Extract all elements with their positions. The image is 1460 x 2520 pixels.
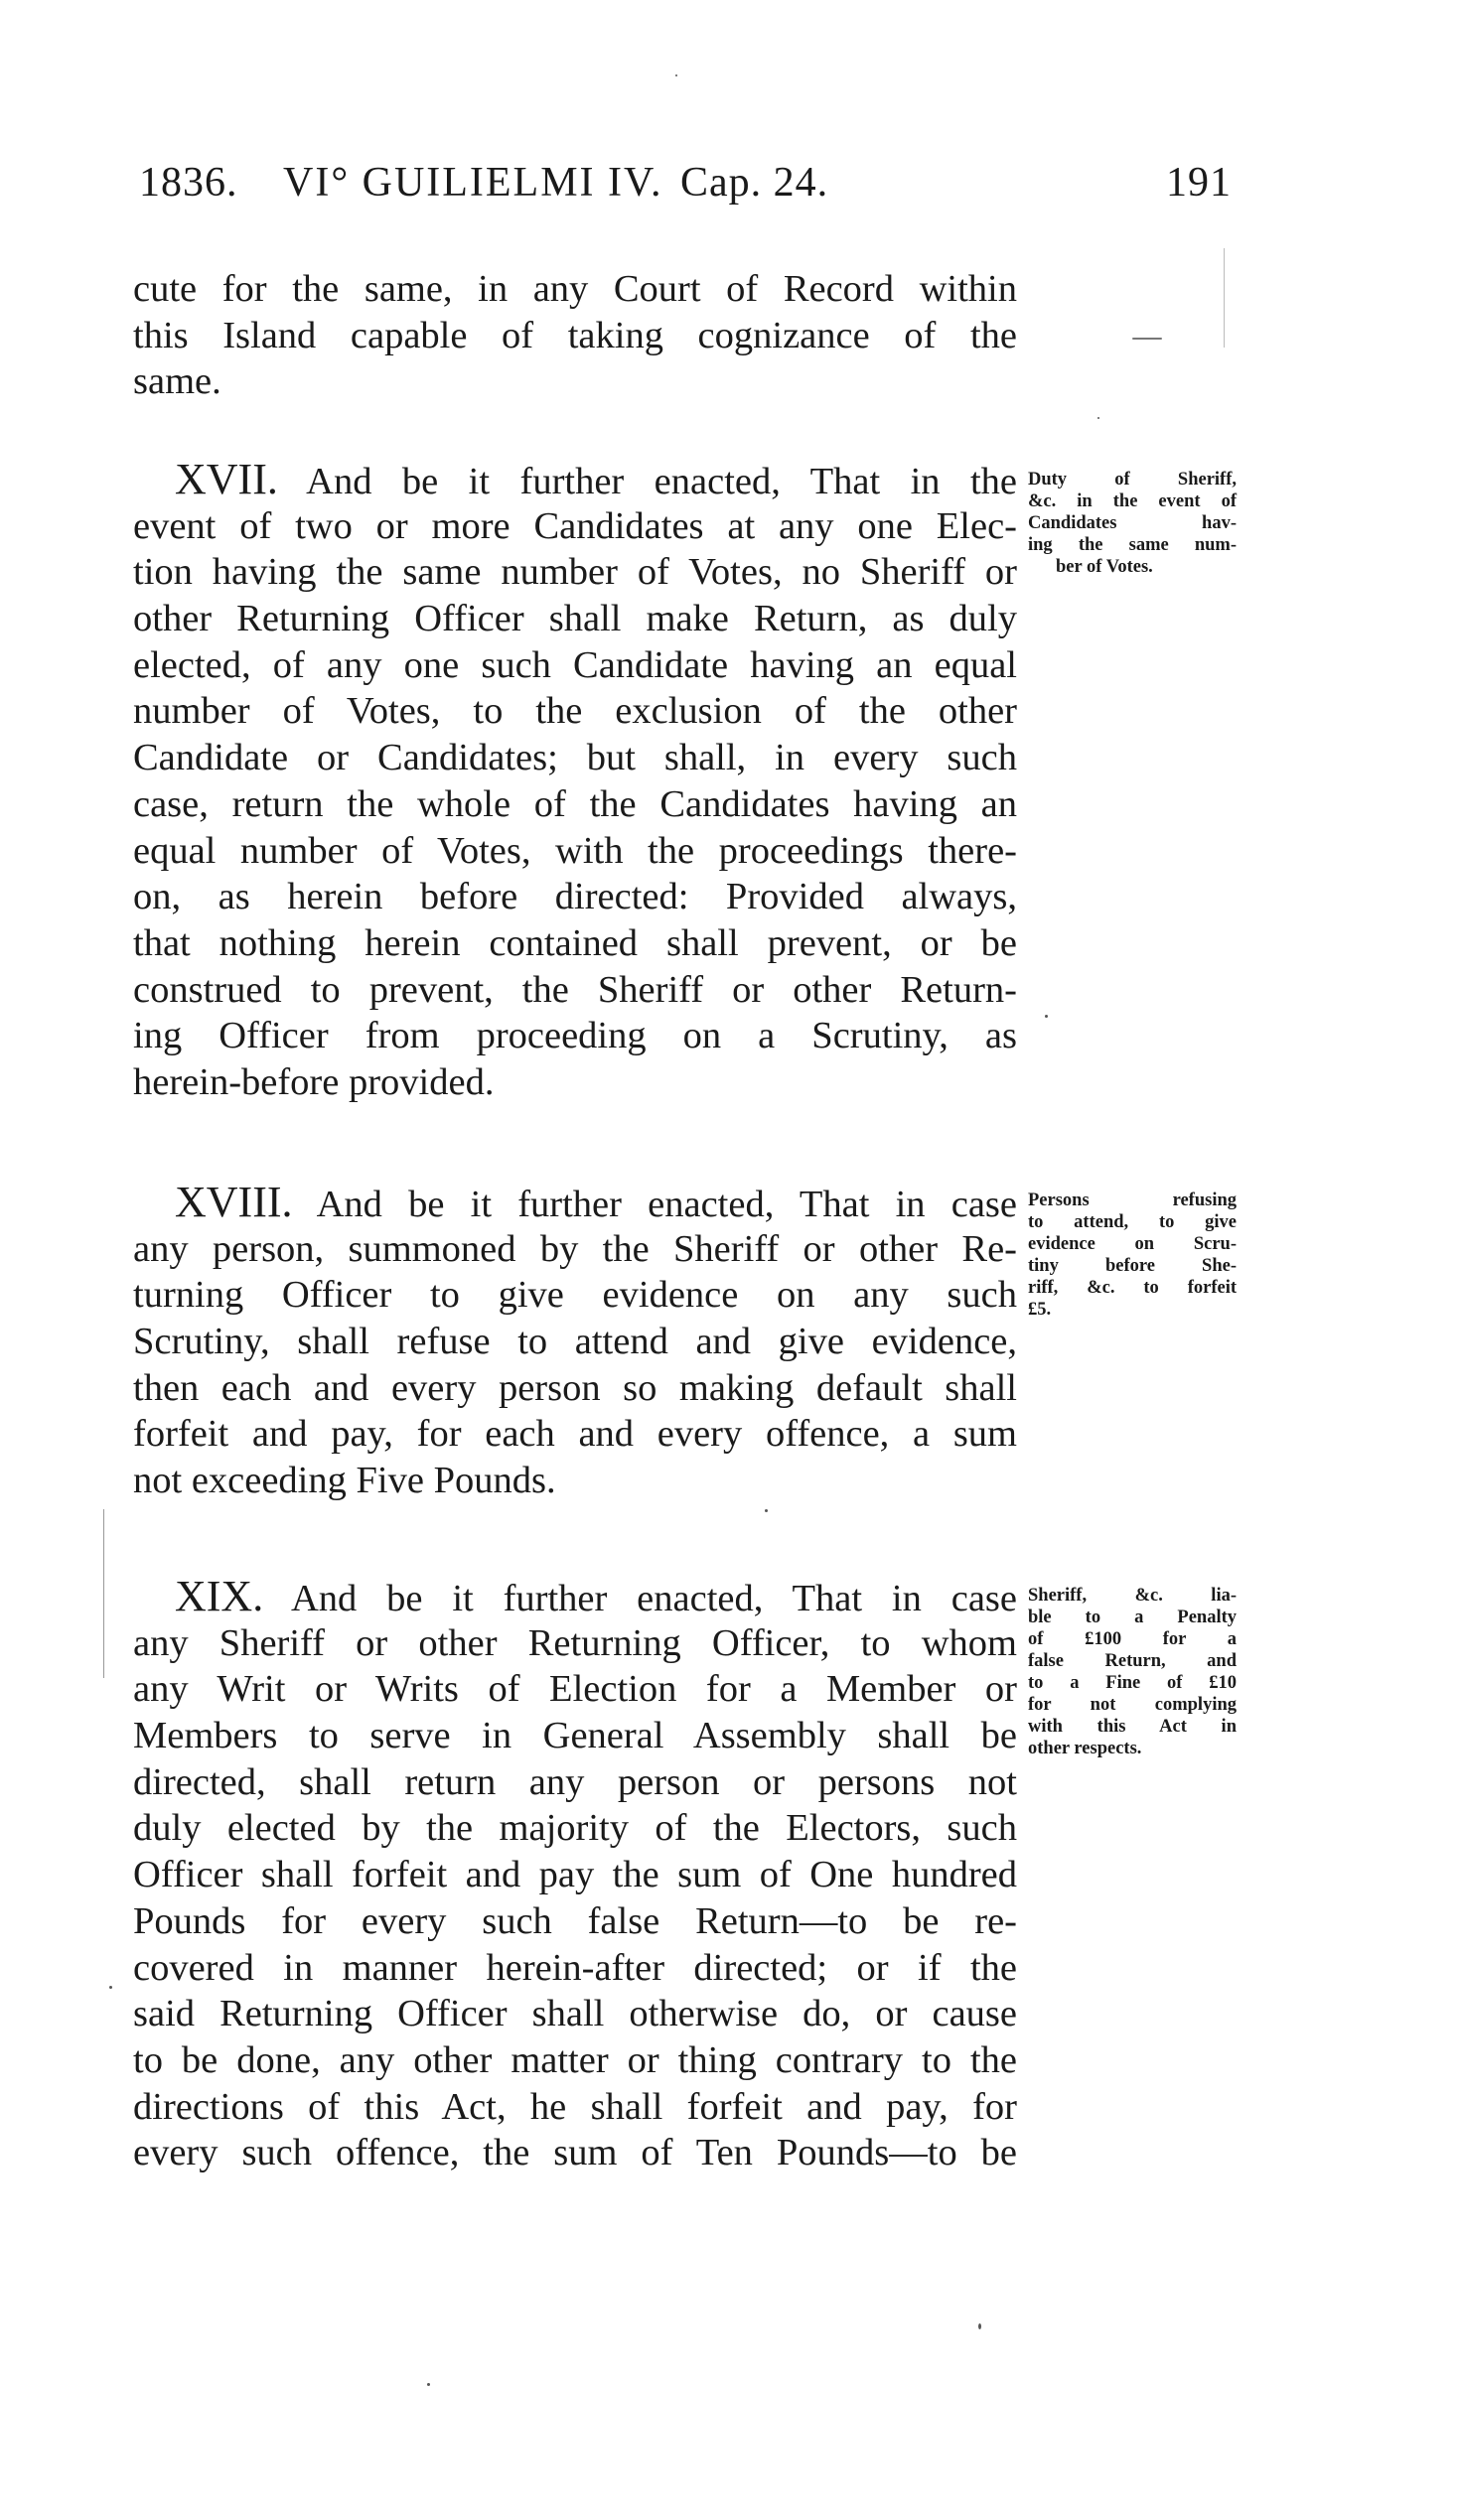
margin-line: riff, &c. to forfeit [1028, 1278, 1237, 1298]
text-line: event of two or more Candidates at any one Elec- [133, 504, 1017, 547]
text-line: case, return the whole of the Candidates having an [133, 782, 1017, 825]
text-line: to be done, any other matter or thing contrary to the [133, 2038, 1017, 2081]
text-line: any Sheriff or other Returning Officer, to whom [133, 1621, 1017, 1664]
header-year: 1836. [139, 160, 238, 206]
text-line: ing Officer from proceeding on a Scrutiny, as [133, 1015, 1017, 1057]
margin-line: of £100 for a [1028, 1629, 1237, 1649]
margin-line: other respects. [1028, 1739, 1142, 1758]
scan-artifact-line [103, 1509, 104, 1678]
margin-line: ing the same num- [1028, 535, 1237, 555]
scan-speck [765, 1509, 768, 1512]
scan-speck [109, 1986, 112, 1989]
text-line: that nothing herein contained shall prevent, or be [133, 921, 1017, 964]
text-line: cute for the same, in any Court of Record within [133, 268, 1017, 310]
margin-line: with this Act in [1028, 1717, 1237, 1737]
text-line: tion having the same number of Votes, no Sheriff or [133, 551, 1017, 594]
text-line: covered in manner herein-after directed; or if the [133, 1946, 1017, 1989]
margin-line: tiny before She- [1028, 1256, 1237, 1276]
text-line: Members to serve in General Assembly shall be [133, 1715, 1017, 1757]
scan-speck [1097, 417, 1099, 419]
text-line: duly elected by the majority of the Electors, such [133, 1807, 1017, 1850]
scan-artifact-line [1224, 248, 1225, 348]
text-line: same. [133, 360, 221, 403]
section-xviii [133, 1180, 1017, 1504]
text-line: number of Votes, to the exclusion of the other [133, 690, 1017, 733]
margin-line: for not complying [1028, 1695, 1237, 1715]
text-line: said Returning Officer shall otherwise do, or cause [133, 1993, 1017, 2035]
text-line: other Returning Officer shall make Return, as duly [133, 598, 1017, 640]
section-xvii [133, 457, 1017, 1106]
text-line: any Writ or Writs of Election for a Member or [133, 1668, 1017, 1711]
scan-speck [1045, 1015, 1048, 1018]
margin-line: &c. in the event of [1028, 491, 1237, 511]
margin-line: Duty of Sheriff, [1028, 470, 1237, 490]
margin-line: ber of Votes. [1056, 557, 1153, 577]
text-line-first [133, 457, 1017, 503]
text-line: Scrutiny, shall refuse to attend and give evidence, [133, 1321, 1017, 1363]
margin-line: Sheriff, &c. lia- [1028, 1586, 1237, 1606]
text-line: forfeit and pay, for each and every offence, a sum [133, 1413, 1017, 1456]
text-line: construed to prevent, the Sheriff or other Return- [133, 968, 1017, 1011]
scan-speck [675, 74, 677, 76]
margin-line: Persons refusing [1028, 1190, 1237, 1210]
text-line: Candidate or Candidates; but shall, in every such [133, 737, 1017, 779]
header-chapter: Cap. 24. [680, 160, 829, 206]
text-line: Pounds for every such false Return—to be re- [133, 1899, 1017, 1942]
text-line: this Island capable of taking cognizance of the [133, 314, 1017, 356]
margin-line: false Return, and [1028, 1651, 1237, 1671]
section-number: XIX. [175, 1572, 264, 1620]
continuation-paragraph [133, 266, 1017, 405]
text-line-first [133, 1574, 1017, 1620]
text-line: turning Officer to give evidence on any such [133, 1274, 1017, 1317]
running-header [139, 159, 1232, 218]
text-line-first [133, 1180, 1017, 1226]
text-line: elected, of any one such Candidate having an equal [133, 643, 1017, 686]
text-line: herein-before provided. [133, 1060, 495, 1103]
section-number: XVII. [175, 455, 278, 503]
text-line: directed, shall return any person or persons not [133, 1760, 1017, 1803]
header-reign-title: VI° GUILIELMI IV. [283, 160, 663, 206]
margin-line: Candidates hav- [1028, 513, 1237, 533]
margin-line: £5. [1028, 1300, 1052, 1320]
page-number: 191 [1166, 160, 1232, 206]
margin-line: ble to a Penalty [1028, 1608, 1237, 1627]
scan-speck [1132, 338, 1162, 340]
section-xix [133, 1574, 1017, 2176]
text-run: And be it further enacted, That in case [316, 1184, 1017, 1225]
text-line: on, as herein before directed: Provided always, [133, 876, 1017, 918]
margin-note-xix [1028, 1585, 1237, 1759]
scan-speck [978, 2323, 981, 2329]
text-line: not exceeding Five Pounds. [133, 1460, 556, 1502]
text-line: directions of this Act, he shall forfeit and pay, for [133, 2085, 1017, 2128]
margin-line: to a Fine of £10 [1028, 1673, 1237, 1693]
text-line: Officer shall forfeit and pay the sum of One hundred [133, 1854, 1017, 1896]
text-run: And be it further enacted, That in the [306, 461, 1017, 502]
margin-note-xvii [1028, 469, 1237, 578]
margin-note-xviii [1028, 1190, 1237, 1321]
margin-line: evidence on Scru- [1028, 1234, 1237, 1254]
scan-speck [427, 2383, 430, 2386]
text-line: then each and every person so making default shall [133, 1366, 1017, 1409]
text-run: And be it further enacted, That in case [290, 1578, 1017, 1619]
margin-line: to attend, to give [1028, 1212, 1237, 1232]
text-line: every such offence, the sum of Ten Pounds—to be [133, 2132, 1017, 2174]
text-line: equal number of Votes, with the proceedings there- [133, 829, 1017, 872]
text-line: any person, summoned by the Sheriff or other Re- [133, 1227, 1017, 1270]
section-number: XVIII. [175, 1178, 293, 1226]
